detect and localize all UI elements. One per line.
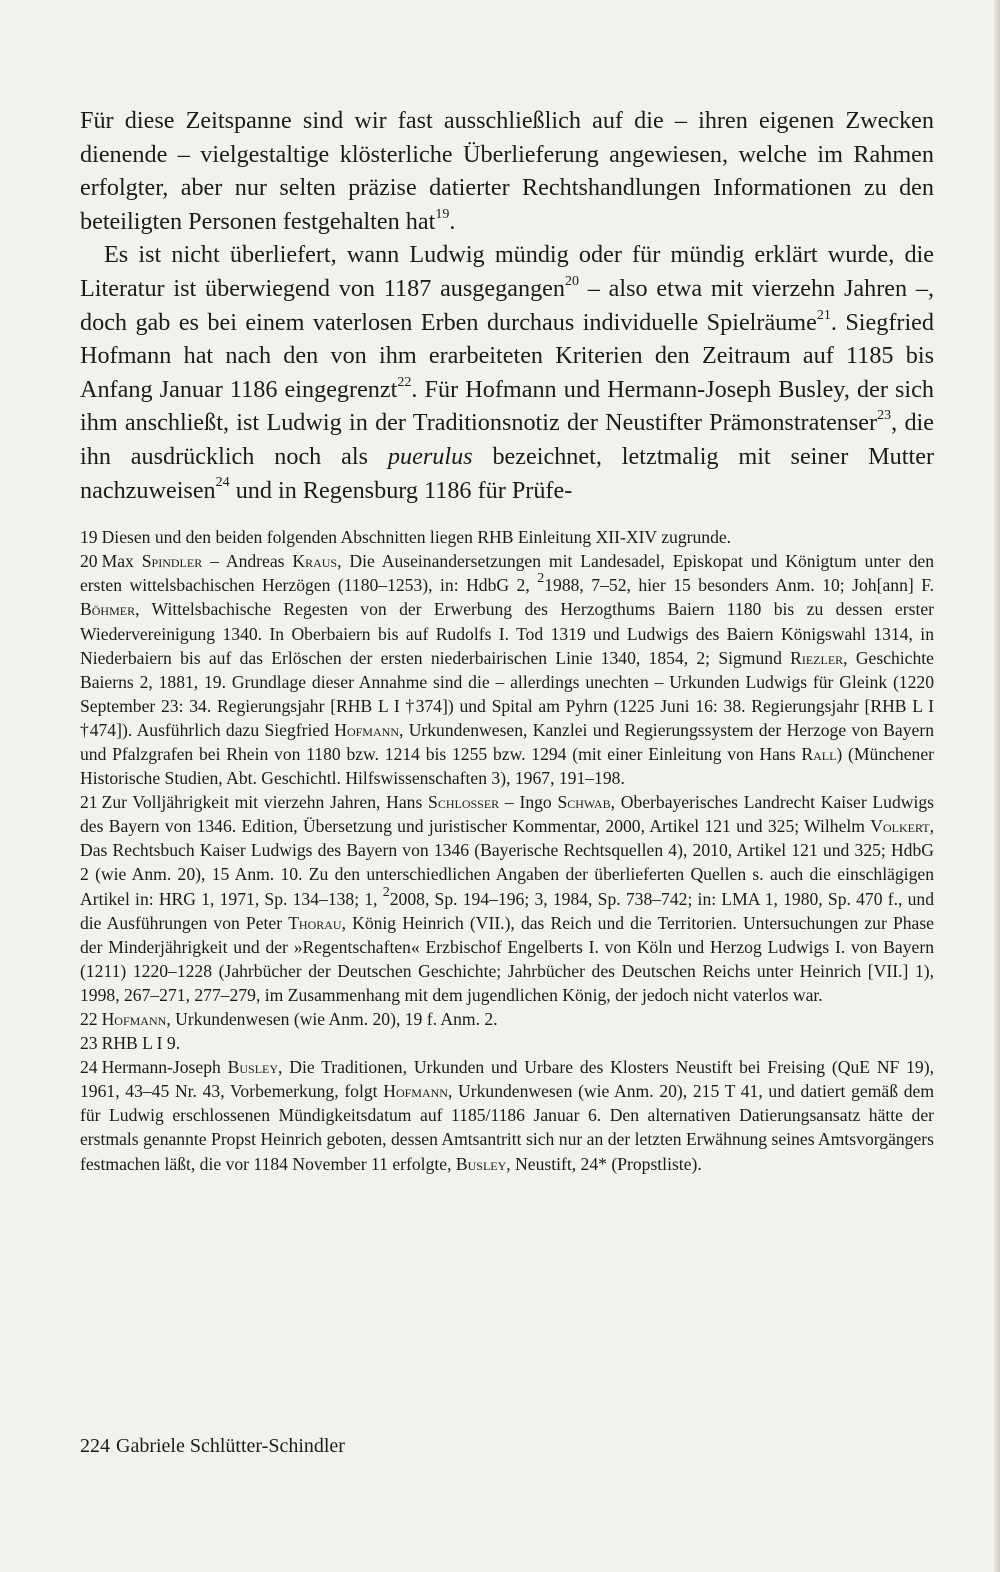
author-name: Spindler (141, 551, 203, 572)
author-name: Schwab (557, 792, 611, 813)
footnote-text: Max (101, 551, 142, 572)
footnote-text: , Oberbayerisches Landrecht Kaiser Ludwigs des Bayern von 1346. Edition, Übersetzung und juristischer Kommentar, 2000, Artikel 121 und 325; Wilhelm (80, 792, 934, 837)
body-paragraph-1 (80, 104, 934, 238)
body-text (80, 104, 934, 507)
text-run: und in Regensburg 1186 für Prüfe- (229, 476, 573, 504)
text-run: , die ihn ausdrücklich noch als (80, 409, 934, 470)
author-name: Hofmann (101, 1009, 167, 1029)
footnote-number: 22 (80, 1009, 98, 1029)
footnote-24 (80, 1055, 934, 1175)
footnote-23 (80, 1031, 934, 1055)
italic-term: puerulus (387, 442, 473, 470)
footnote-text: , Neustift, 24* (Propstliste). (506, 1153, 702, 1174)
author-name: Schlosser (428, 792, 500, 813)
footnote-text: , Urkundenwesen, Kanzlei und Regierungssystem der Herzoge von Bayern und Pfalzgrafen bei Rhein von 1180 bzw. 1214 bis 1255 bzw. 1294 (mit einer Einleitung von Hans (80, 719, 934, 764)
page-edge-shadow (994, 0, 1000, 1572)
text-run: Es ist nicht überliefert, wann Ludwig mündig oder für mündig erklärt wurde, die Literatur ist überwiegend von 1187 ausgegangen (80, 241, 934, 302)
author-name: Busley (227, 1057, 279, 1078)
footnote-text: , Urkundenwesen (wie Anm. 20), 19 f. Anm. 2. (166, 1009, 498, 1029)
footnote-text: Zur Volljährigkeit mit vierzehn Jahren, Hans (101, 792, 429, 813)
text-run: . Siegfried Hofmann hat nach den von ihm erarbeiteten Kriterien den Zeitraum auf 1185 bis Anfang Januar 1186 eingegrenzt (80, 308, 934, 403)
page-content (80, 104, 934, 1176)
footnote-text: 1988, 7–52, hier 15 besonders Anm. 10; Joh[ann] F. (544, 575, 934, 596)
footnote-text: , Urkundenwesen (wie Anm. 20), 215 T 41, und datiert gemäß dem für Ludwig erschlossenen Mündigkeitsdatum auf 1185/1186 Januar 6. Den alternativen Datierungsansatz hätte der erstmals genannte Propst Heinrich geboten, dessen Amtsantritt sich nur an der letzten Erwähnung seines Amtsvorgängers festmachen läßt, die vor 1184 November 11 erfolgte, (80, 1081, 935, 1174)
footnote-text: , Die Auseinandersetzungen mit Landesadel, Episkopat und Königtum unter den ersten wittelsbachischen Herzögen (1180–1253), in: HdbG 2, (80, 551, 934, 596)
text-run: . Für Hofmann und Hermann-Joseph Busley, der sich ihm anschließt, ist Ludwig in der Traditionsnotiz der Neustifter Prämonstratenser (80, 375, 934, 437)
footnote-text: Diesen und den beiden folgenden Abschnitten liegen RHB Einleitung XII-XIV zugrunde. (101, 527, 732, 548)
edition-superscript: 2 (382, 884, 390, 900)
footnote-ref-21[interactable]: 21 (816, 307, 831, 323)
footnote-text: – Andreas (202, 551, 293, 572)
footnote-21 (80, 790, 934, 1007)
author-name: Thorau (288, 912, 342, 933)
text-run: . (449, 207, 456, 235)
text-run: Für diese Zeitspanne sind wir fast ausschließlich auf die – ihren eigenen Zwecken dienende – vielgestaltige klösterliche Überlieferung angewiesen, welche im Rahmen erfolgter, aber nur selten präzise datierter Rechtshandlungen Informationen zu den beteiligten Personen festgehalten hat (80, 107, 934, 235)
text-run: bezeichnet, letztmalig mit seiner Mutter nachzuweisen (80, 442, 934, 504)
footnote-20 (80, 549, 934, 790)
author-name: Hofmann (334, 719, 399, 740)
author-name: Böhmer (80, 599, 136, 620)
footnote-text: ) (Münchener Historische Studien, Abt. Geschichtl. Hilfswissenschaften 3), 1967, 191–198. (80, 743, 934, 789)
footnote-ref-20[interactable]: 20 (565, 273, 579, 289)
page-number: 224 (80, 1435, 110, 1457)
author-name: Riezler (790, 647, 844, 668)
footnote-number: 19 (80, 527, 98, 548)
running-author: Gabriele Schlütter-Schindler (116, 1435, 345, 1457)
footnote-text: , Das Rechtsbuch Kaiser Ludwigs des Bayern von 1346 (Bayerische Rechtsquellen 4), 2010, Artikel 121 und 325; HdbG 2 (wie Anm. 20), 15 Anm. 10. Zu den unterschiedlichen Angaben der überlieferten Quellen s. auch die einschlägigen Artikel in: HRG 1, 1971, Sp. 134–138; 1, (80, 816, 934, 909)
footnote-text: – Ingo (499, 792, 558, 813)
footnote-number: 21 (80, 792, 98, 813)
footnote-text: Hermann-Joseph (101, 1057, 228, 1078)
author-name: Kraus (292, 551, 338, 572)
footnote-number: 24 (80, 1057, 98, 1078)
footnote-number: 20 (80, 551, 98, 572)
footnote-text: , König Heinrich (VII.), das Reich und die Territorien. Untersuchungen zur Phase der Minderjährigkeit und der »Regentschaften« Erzbischof Engelberts I. von Köln und Herzog Ludwigs I. von Bayern (1211) 1220–1228 (Jahrbücher der Deutschen Geschichte; Jahrbücher des Deutschen Reichs unter Heinrich [VII.] 1), 1998, 267–271, 277–279, im Zusammenhang mit dem jugendlichen König, der jedoch nicht vaterlos war. (80, 912, 934, 1005)
footnote-ref-19[interactable]: 19 (435, 206, 450, 222)
footnote-text: 2008, Sp. 194–196; 3, 1984, Sp. 738–742; in: LMA 1, 1980, Sp. 470 f., und die Ausführungen von Peter (80, 888, 934, 933)
footnote-text: , Die Traditionen, Urkunden und Urbare des Klosters Neustift bei Freising (QuE NF 19), 1961, 43–45 Nr. 43, Vorbemerkung, folgt (80, 1057, 934, 1102)
footnote-19 (80, 525, 934, 549)
footnotes (80, 525, 934, 1176)
footnote-ref-23[interactable]: 23 (877, 408, 892, 424)
footnote-ref-22[interactable]: 22 (397, 374, 412, 390)
body-paragraph-2 (80, 238, 934, 507)
edition-superscript: 2 (537, 571, 545, 587)
footnote-text: , Wittelsbachische Regesten von der Erwerbung des Herzogthums Baiern 1180 bis zu dessen erster Wiedervereinigung 1340. In Oberbaiern bis auf Rudolfs I. Tod 1319 und Ludwigs des Baiern Königswahl 1314, in Niederbaiern bis auf das Erlöschen der ersten niederbairischen Linie 1340, 1854, 2; Sigmund (80, 599, 934, 668)
footnote-number: 23 (80, 1033, 98, 1054)
footnote-22 (80, 1007, 934, 1031)
page-footer (80, 1433, 345, 1459)
footnote-text: , Geschichte Baierns 2, 1881, 19. Grundlage dieser Annahme sind die – allerdings unechten – Urkunden Ludwigs für Gleink (1220 September 23: 34. Regierungsjahr [RHB L I †374]) und Spital am Pyhrn (1225 Juni 16: 38. Regierungsjahr [RHB L I †474]). Ausführlich dazu Siegfried (80, 647, 934, 740)
author-name: Volkert (870, 816, 930, 837)
footnote-ref-24[interactable]: 24 (215, 475, 230, 491)
author-name: Busley (455, 1153, 507, 1174)
footnote-text: RHB L I 9. (101, 1033, 181, 1054)
text-run: – also etwa mit vierzehn Jahren –, doch gab es bei einem vaterlosen Erben durchaus individuelle Spielräume (80, 274, 935, 336)
author-name: Hofmann (383, 1081, 448, 1102)
author-name: Rall (801, 743, 837, 764)
